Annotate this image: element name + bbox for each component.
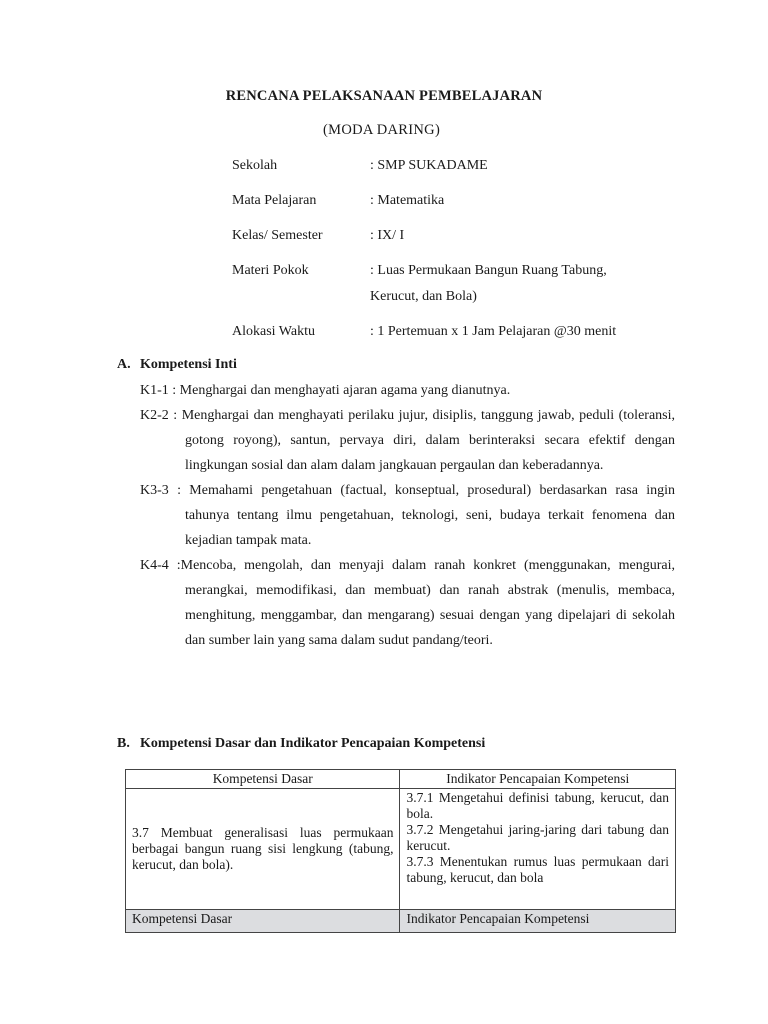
table-cell-kd <box>126 789 400 910</box>
identity-row-class <box>232 227 712 245</box>
ki-text: Memahami pengetahuan (factual, konseptual, prosedural) berdasarkan rasa ingin tahunya tentang ilmu pengetahuan, teknologi, seni, budaya terkait fenomena dan kejadian tampak mata. <box>185 483 675 548</box>
ki-text: Menghargai dan menghayati ajaran agama yang dianutnya. <box>179 383 511 398</box>
competency-table <box>125 769 676 933</box>
identity-row-time <box>232 323 712 341</box>
ipk-item: 3.7.2 Mengetahui jaring-jaring dari tabung dan kerucut. <box>406 822 669 853</box>
list-item <box>140 403 675 478</box>
section-title: Kompetensi Inti <box>140 357 237 372</box>
section-b-heading <box>117 736 485 752</box>
identity-block <box>232 157 712 358</box>
core-competency-list <box>140 378 675 653</box>
ipk-item: 3.7.1 Mengetahui definisi tabung, kerucut, dan bola. <box>406 790 669 821</box>
table-header-cell: Indikator Pencapaian Kompetensi <box>400 770 676 789</box>
list-item <box>140 478 675 553</box>
table-cell: Kompetensi Dasar <box>126 910 400 933</box>
table-cell-ipk <box>400 789 676 910</box>
list-item <box>140 553 675 653</box>
identity-value: : SMP SUKADAME <box>370 158 488 173</box>
table-row <box>126 910 676 933</box>
identity-label: Alokasi Waktu <box>232 324 315 339</box>
identity-label: Kelas/ Semester <box>232 228 323 243</box>
ki-text: Menghargai dan menghayati perilaku jujur, disiplis, tanggung jawab, peduli (toleransi, gotong royong), santun, pervaya diri, dalam berinteraksi secara efektif dengan lingkungan sosial dan alam dalam jangkauan pergaulan dan keberadannya. <box>181 408 676 473</box>
list-item <box>140 378 675 403</box>
table-header-row <box>126 770 676 789</box>
identity-row-school <box>232 157 712 175</box>
section-letter: A. <box>117 357 131 372</box>
identity-value-continued: Kerucut, dan Bola) <box>370 289 477 304</box>
ipk-item: 3.7.3 Menentukan rumus luas permukaan dari tabung, kerucut, dan bola <box>406 854 669 885</box>
table-header-cell: Kompetensi Dasar <box>126 770 400 789</box>
section-title: Kompetensi Dasar dan Indikator Pencapaian Kompetensi <box>140 736 486 751</box>
ki-code: K1-1 : <box>140 383 180 398</box>
identity-value-wrap <box>370 262 712 306</box>
ki-text: Mencoba, mengolah, dan menyaji dalam ranah konkret (menggunakan, mengurai, merangkai, memodifikasi, dan membuat) dan ranah abstrak (menulis, membaca, menghitung, menggambar, dan mengarang) sesuai dengan yang dipelajari di sekolah dan sumber lain yang sama dalam sudut pandang/teori. <box>180 558 675 648</box>
identity-value: : Luas Permukaan Bangun Ruang Tabung, <box>370 263 607 278</box>
identity-label: Sekolah <box>232 158 278 173</box>
table-cell: Indikator Pencapaian Kompetensi <box>400 910 676 933</box>
document-subtitle: (MODA DARING) <box>323 122 441 138</box>
section-a-heading <box>117 357 237 373</box>
identity-row-topic <box>232 262 712 306</box>
document-title: RENCANA PELAKSANAAN PEMBELAJARAN <box>225 88 543 104</box>
ki-code: K2-2 : <box>140 408 182 423</box>
table-row <box>126 789 676 910</box>
identity-label: Mata Pelajaran <box>232 193 317 208</box>
kd-text: 3.7 Membuat generalisasi luas permukaan berbagai bangun ruang sisi lengkung (tabung, kerucut, dan bola). <box>132 825 394 872</box>
identity-value: : IX/ I <box>370 228 405 243</box>
identity-row-subject <box>232 192 712 210</box>
identity-label: Materi Pokok <box>232 263 309 278</box>
section-letter: B. <box>117 736 130 751</box>
identity-value: : 1 Pertemuan x 1 Jam Pelajaran @30 menit <box>370 324 617 339</box>
identity-value: : Matematika <box>370 193 445 208</box>
ki-code: K3-3 : <box>140 483 190 498</box>
ki-code: K4-4 : <box>140 558 181 573</box>
